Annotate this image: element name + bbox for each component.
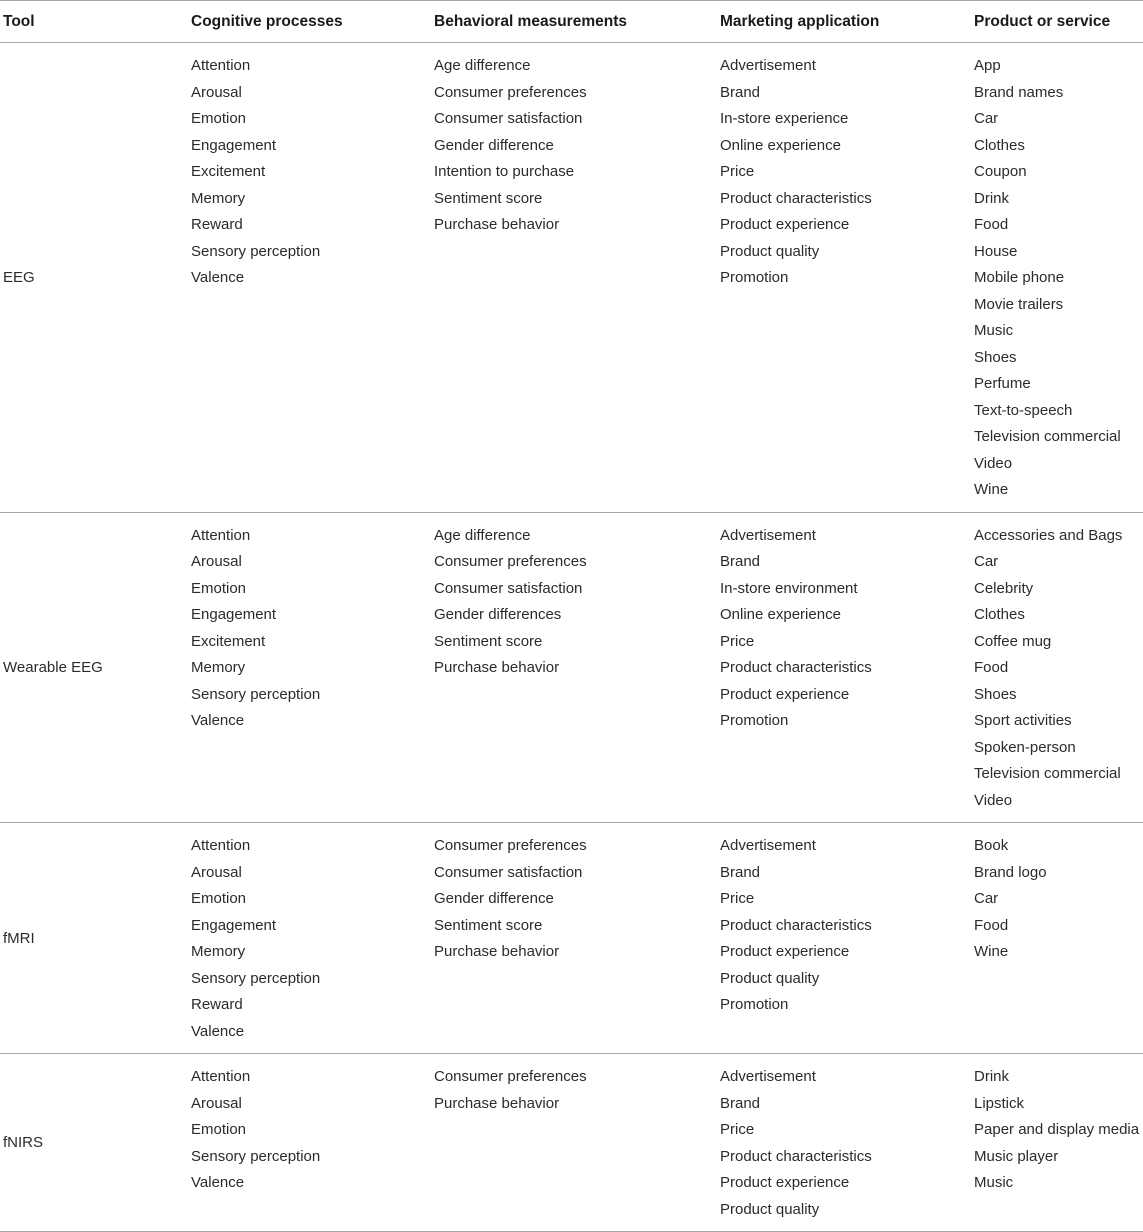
header-tool: Tool bbox=[3, 12, 35, 30]
list-item: Music bbox=[974, 322, 1014, 339]
list-item: Purchase behavior bbox=[434, 216, 560, 233]
behavioral-measurements-list bbox=[434, 523, 720, 682]
list-item: Coupon bbox=[974, 163, 1027, 180]
list-item: Brand bbox=[720, 553, 761, 570]
list-item: Spoken-person bbox=[974, 738, 1076, 756]
header-cognitive-processes: Cognitive processes bbox=[191, 12, 343, 30]
marketing-application-cell bbox=[720, 43, 974, 513]
list-item: Attention bbox=[191, 837, 251, 854]
product-or-service-cell bbox=[974, 512, 1143, 823]
list-item: Consumer preferences bbox=[434, 837, 587, 854]
list-item: Consumer satisfaction bbox=[434, 579, 583, 597]
list-item: Purchase behavior bbox=[434, 1094, 560, 1112]
list-item: Price bbox=[720, 890, 755, 907]
list-item: Promotion bbox=[720, 269, 789, 286]
list-item: Clothes bbox=[974, 136, 1025, 154]
table-header bbox=[0, 1, 1143, 43]
behavioral-measurements-cell bbox=[434, 1054, 720, 1232]
marketing-application-list bbox=[720, 53, 974, 292]
list-item: Product quality bbox=[720, 242, 820, 260]
list-item: Television commercial bbox=[974, 765, 1121, 782]
list-item: House bbox=[974, 242, 1018, 260]
list-item: Sensory perception bbox=[191, 1147, 321, 1165]
list-item: Reward bbox=[191, 996, 243, 1013]
list-item: Age difference bbox=[434, 57, 531, 74]
list-item: Valence bbox=[191, 269, 245, 286]
list-item: Product quality bbox=[720, 969, 820, 987]
behavioral-measurements-cell bbox=[434, 43, 720, 513]
list-item: Brand logo bbox=[974, 863, 1047, 881]
list-item: Gender difference bbox=[434, 136, 554, 154]
list-item: Car bbox=[974, 110, 999, 127]
list-item: Intention to purchase bbox=[434, 163, 575, 180]
cognitive-processes-list bbox=[191, 53, 434, 292]
list-item: Consumer satisfaction bbox=[434, 110, 583, 127]
list-item: Advertisement bbox=[720, 526, 816, 544]
list-item: Text-to-speech bbox=[974, 401, 1073, 419]
list-item: Consumer preferences bbox=[434, 553, 587, 570]
product-or-service-list bbox=[974, 1064, 1143, 1197]
behavioral-measurements-list bbox=[434, 833, 720, 966]
cognitive-processes-cell bbox=[191, 512, 434, 823]
list-item: Shoes bbox=[974, 685, 1017, 703]
list-item: Drink bbox=[974, 1068, 1010, 1085]
list-item: Online experience bbox=[720, 136, 841, 154]
list-item: Drink bbox=[974, 189, 1010, 207]
list-item: Music player bbox=[974, 1147, 1059, 1165]
list-item: Online experience bbox=[720, 606, 841, 623]
marketing-application-list bbox=[720, 833, 974, 1019]
list-item: Promotion bbox=[720, 712, 789, 729]
table-row bbox=[0, 823, 1143, 1054]
list-item: Consumer satisfaction bbox=[434, 863, 583, 881]
list-item: Mobile phone bbox=[974, 269, 1065, 286]
list-item: Sport activities bbox=[974, 712, 1072, 729]
list-item: Emotion bbox=[191, 579, 247, 597]
list-item: Consumer preferences bbox=[434, 83, 587, 101]
cognitive-processes-list bbox=[191, 1064, 434, 1197]
header-product-or-service: Product or service bbox=[974, 12, 1111, 30]
list-item: App bbox=[974, 57, 1001, 74]
list-item: Sentiment score bbox=[434, 189, 543, 207]
marketing-application-cell bbox=[720, 823, 974, 1054]
list-item: Gender difference bbox=[434, 890, 554, 907]
marketing-application-list bbox=[720, 1064, 974, 1223]
list-item: Valence bbox=[191, 1174, 245, 1191]
behavioral-measurements-list bbox=[434, 53, 720, 239]
list-item: Price bbox=[720, 632, 755, 650]
list-item: Product characteristics bbox=[720, 916, 872, 934]
list-item: Sentiment score bbox=[434, 916, 543, 934]
behavioral-measurements-list bbox=[434, 1064, 720, 1117]
list-item: Purchase behavior bbox=[434, 659, 560, 676]
list-item: In-store environment bbox=[720, 579, 858, 597]
table-row bbox=[0, 512, 1143, 823]
marketing-application-list bbox=[720, 523, 974, 735]
list-item: Accessories and Bags bbox=[974, 526, 1123, 544]
list-item: Food bbox=[974, 216, 1009, 233]
list-item: Attention bbox=[191, 526, 251, 544]
list-item: Memory bbox=[191, 189, 246, 207]
tool-name: fNIRS bbox=[3, 1134, 44, 1151]
list-item: Product characteristics bbox=[720, 659, 872, 676]
product-or-service-cell bbox=[974, 1054, 1143, 1232]
list-item: Sensory perception bbox=[191, 685, 321, 703]
list-item: Consumer preferences bbox=[434, 1068, 587, 1085]
list-item: Product experience bbox=[720, 1174, 850, 1191]
list-item: Excitement bbox=[191, 163, 266, 180]
list-item: Reward bbox=[191, 216, 243, 233]
list-item: Advertisement bbox=[720, 1068, 816, 1085]
cognitive-processes-list bbox=[191, 833, 434, 1045]
list-item: Coffee mug bbox=[974, 632, 1052, 650]
list-item: Attention bbox=[191, 1068, 251, 1085]
cognitive-processes-cell bbox=[191, 43, 434, 513]
header-row bbox=[0, 1, 1143, 43]
list-item: Shoes bbox=[974, 348, 1017, 366]
cognitive-processes-cell bbox=[191, 1054, 434, 1232]
list-item: In-store experience bbox=[720, 110, 849, 127]
list-item: Memory bbox=[191, 943, 246, 960]
list-item: Book bbox=[974, 837, 1009, 854]
list-item: Video bbox=[974, 454, 1013, 472]
list-item: Arousal bbox=[191, 863, 242, 881]
product-or-service-cell bbox=[974, 823, 1143, 1054]
list-item: Brand bbox=[720, 1094, 761, 1112]
list-item: Sensory perception bbox=[191, 969, 321, 987]
list-item: Music bbox=[974, 1174, 1014, 1191]
table-body bbox=[0, 43, 1143, 1232]
list-item: Brand names bbox=[974, 83, 1064, 101]
list-item: Purchase behavior bbox=[434, 943, 560, 960]
behavioral-measurements-cell bbox=[434, 823, 720, 1054]
behavioral-measurements-cell bbox=[434, 512, 720, 823]
list-item: Video bbox=[974, 791, 1013, 809]
list-item: Television commercial bbox=[974, 428, 1121, 445]
marketing-application-cell bbox=[720, 512, 974, 823]
list-item: Clothes bbox=[974, 606, 1025, 623]
cognitive-processes-cell bbox=[191, 823, 434, 1054]
marketing-application-cell bbox=[720, 1054, 974, 1232]
table-row bbox=[0, 1054, 1143, 1232]
list-item: Sentiment score bbox=[434, 632, 543, 650]
header-marketing-application: Marketing application bbox=[720, 12, 880, 30]
list-item: Celebrity bbox=[974, 579, 1034, 597]
list-item: Brand bbox=[720, 83, 761, 101]
list-item: Perfume bbox=[974, 375, 1031, 392]
list-item: Advertisement bbox=[720, 837, 816, 854]
list-item: Food bbox=[974, 916, 1009, 934]
list-item: Wine bbox=[974, 481, 1009, 498]
list-item: Engagement bbox=[191, 606, 277, 623]
product-or-service-list bbox=[974, 833, 1143, 966]
header-behavioral-measurements: Behavioral measurements bbox=[434, 12, 627, 30]
list-item: Age difference bbox=[434, 526, 531, 544]
tool-name: Wearable EEG bbox=[3, 658, 103, 676]
list-item: Emotion bbox=[191, 890, 247, 907]
table-row bbox=[0, 43, 1143, 513]
list-item: Memory bbox=[191, 659, 246, 676]
product-or-service-list bbox=[974, 53, 1143, 504]
list-item: Arousal bbox=[191, 553, 242, 570]
list-item: Engagement bbox=[191, 136, 277, 154]
list-item: Product characteristics bbox=[720, 189, 872, 207]
list-item: Car bbox=[974, 890, 999, 907]
list-item: Brand bbox=[720, 863, 761, 881]
tool-name: fMRI bbox=[3, 929, 35, 947]
tool-name: EEG bbox=[3, 268, 35, 286]
list-item: Product quality bbox=[720, 1200, 820, 1218]
list-item: Attention bbox=[191, 57, 251, 74]
list-item: Product experience bbox=[720, 685, 850, 703]
list-item: Advertisement bbox=[720, 57, 816, 74]
list-item: Arousal bbox=[191, 83, 242, 101]
list-item: Emotion bbox=[191, 110, 247, 127]
list-item: Movie trailers bbox=[974, 295, 1064, 313]
list-item: Food bbox=[974, 659, 1009, 676]
list-item: Wine bbox=[974, 943, 1009, 960]
list-item: Product characteristics bbox=[720, 1147, 872, 1165]
list-item: Arousal bbox=[191, 1094, 242, 1112]
product-or-service-list bbox=[974, 523, 1143, 815]
list-item: Car bbox=[974, 553, 999, 570]
product-or-service-cell bbox=[974, 43, 1143, 513]
list-item: Price bbox=[720, 163, 755, 180]
list-item: Emotion bbox=[191, 1121, 247, 1138]
list-item: Sensory perception bbox=[191, 242, 321, 260]
list-item: Paper and display media bbox=[974, 1121, 1140, 1138]
list-item: Engagement bbox=[191, 916, 277, 934]
list-item: Lipstick bbox=[974, 1094, 1025, 1112]
list-item: Product experience bbox=[720, 216, 850, 233]
list-item: Valence bbox=[191, 1022, 245, 1040]
list-item: Product experience bbox=[720, 943, 850, 960]
list-item: Promotion bbox=[720, 996, 789, 1013]
cognitive-processes-list bbox=[191, 523, 434, 735]
list-item: Price bbox=[720, 1121, 755, 1138]
list-item: Valence bbox=[191, 712, 245, 729]
list-item: Excitement bbox=[191, 632, 266, 650]
list-item: Gender differences bbox=[434, 606, 562, 623]
